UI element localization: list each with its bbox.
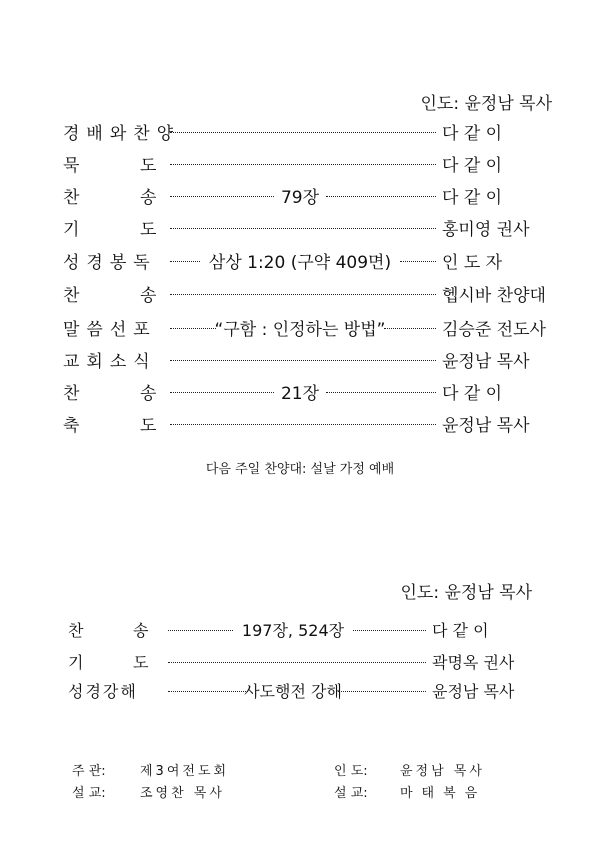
item-label: 도 <box>133 653 149 672</box>
officiant-line-2: 인도: 윤정남 목사 <box>400 583 532 603</box>
item-leader: 윤정남 목사 <box>442 352 530 372</box>
item-leader: 다 같 이 <box>442 384 503 404</box>
item-leader: 다 같 이 <box>442 156 503 176</box>
item-label: 송 <box>140 384 157 404</box>
dotted-leader <box>170 132 436 133</box>
item-label: 찬 <box>63 286 80 306</box>
item-leader: 인 도 자 <box>442 253 503 273</box>
item-leader: 윤정남 목사 <box>432 682 515 701</box>
dotted-leader <box>170 360 436 361</box>
dotted-leader <box>170 164 436 165</box>
next-week-note: 다음 주일 찬양대: 설날 가정 예배 <box>205 462 395 477</box>
sermon-label-1: 설 교: <box>72 786 106 801</box>
officiant-value: 윤정남 목사 <box>400 764 485 779</box>
dotted-leader <box>170 328 216 329</box>
item-label: 도 <box>140 156 157 176</box>
sermon-label-2: 설 교: <box>334 786 368 801</box>
item-leader: 헵시바 찬양대 <box>442 286 546 306</box>
dotted-leader <box>168 630 233 631</box>
item-detail: “구함 : 인정하는 방법” <box>214 320 386 340</box>
host-label: 주 관: <box>72 764 106 779</box>
item-label: 찬 <box>68 621 84 640</box>
item-label: 말씀선포 <box>63 320 157 340</box>
officiant-label: 인 도: <box>334 764 368 779</box>
sermon-value-1: 조영찬 목사 <box>140 786 225 801</box>
officiant-line-1: 인도: 윤정남 목사 <box>420 94 552 114</box>
dotted-leader <box>168 691 248 692</box>
dotted-leader <box>170 261 200 262</box>
item-label: 도 <box>140 416 157 436</box>
dotted-leader <box>384 328 436 329</box>
host-value: 제3여전도회 <box>140 764 230 779</box>
item-label: 묵 <box>63 156 80 176</box>
item-detail: 79장 <box>280 188 320 208</box>
item-leader: 윤정남 목사 <box>442 416 530 436</box>
item-leader: 다 같 이 <box>442 124 503 144</box>
item-label: 성경강해 <box>68 682 138 701</box>
item-label: 도 <box>140 220 157 240</box>
dotted-leader <box>400 261 436 262</box>
item-label: 기 <box>68 653 84 672</box>
dotted-leader <box>326 392 436 393</box>
item-leader: 곽명옥 권사 <box>432 653 515 672</box>
item-label: 경배와찬양 <box>63 124 181 144</box>
item-detail: 삼상 1:20 (구약 409면) <box>208 253 392 273</box>
item-label: 찬 <box>63 188 80 208</box>
item-label: 송 <box>140 188 157 208</box>
item-label: 송 <box>140 286 157 306</box>
item-leader: 다 같 이 <box>432 621 489 640</box>
item-leader: 홍미영 권사 <box>442 220 530 240</box>
item-leader: 김승준 전도사 <box>442 320 546 340</box>
sermon-value-2: 마태복음 <box>400 786 487 801</box>
item-detail: 197장, 524장 <box>241 621 345 640</box>
dotted-leader <box>170 294 436 295</box>
item-label: 기 <box>63 220 80 240</box>
item-leader: 다 같 이 <box>442 188 503 208</box>
item-label: 성경봉독 <box>63 253 157 273</box>
dotted-leader <box>170 228 436 229</box>
dotted-leader <box>170 392 274 393</box>
dotted-leader <box>168 662 426 663</box>
item-detail: 사도행전 강해 <box>244 682 342 701</box>
item-detail: 21장 <box>280 384 320 404</box>
item-label: 교회소식 <box>63 352 157 372</box>
item-label: 축 <box>63 416 80 436</box>
dotted-leader <box>326 196 436 197</box>
item-label: 찬 <box>63 384 80 404</box>
dotted-leader <box>338 691 426 692</box>
dotted-leader <box>170 424 436 425</box>
item-label: 송 <box>133 621 149 640</box>
dotted-leader <box>170 196 274 197</box>
dotted-leader <box>353 630 426 631</box>
